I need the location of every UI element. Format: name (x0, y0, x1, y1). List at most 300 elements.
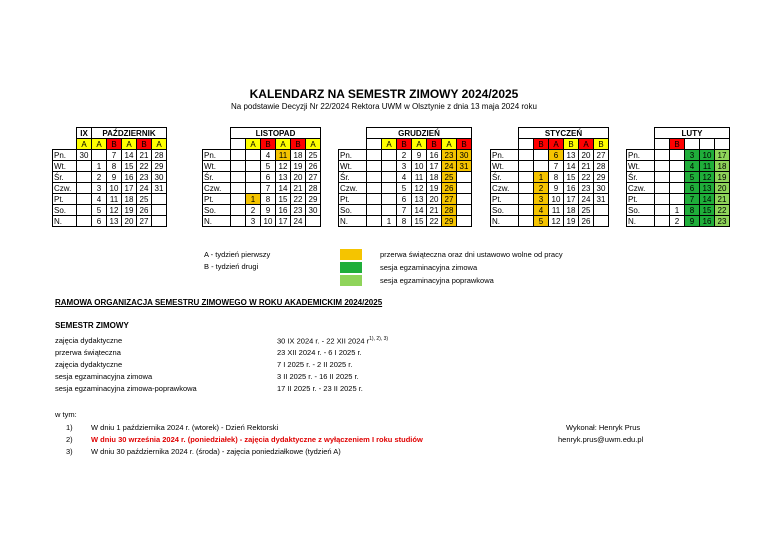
semester-heading: SEMESTR ZIMOWY (55, 321, 129, 330)
day-cell: 3 (92, 183, 107, 194)
day-cell: 15 (122, 161, 137, 172)
weekday-label: So. (53, 205, 77, 216)
day-cell: 21 (291, 183, 306, 194)
day-cell: 4 (685, 161, 700, 172)
weekday-label: Wt. (203, 161, 231, 172)
day-cell: 5 (261, 161, 276, 172)
day-cell: 25 (306, 150, 321, 161)
day-cell: 21 (427, 205, 442, 216)
day-cell (152, 194, 167, 205)
calendar-4 (626, 127, 730, 227)
week-marker: B (137, 139, 152, 150)
day-cell: 20 (122, 216, 137, 227)
day-cell: 31 (152, 183, 167, 194)
weekday-label: Śr. (53, 172, 77, 183)
day-cell (367, 172, 382, 183)
day-cell: 9 (261, 205, 276, 216)
day-cell: 26 (306, 161, 321, 172)
day-cell (670, 161, 685, 172)
day-cell: 19 (564, 216, 579, 227)
day-cell: 28 (152, 150, 167, 161)
legend-exam-label: sesja egzaminacyjna zimowa (380, 263, 478, 272)
day-cell: 30 (306, 205, 321, 216)
week-marker: B (107, 139, 122, 150)
day-cell (77, 194, 92, 205)
day-cell: 20 (715, 183, 730, 194)
day-cell: 9 (412, 150, 427, 161)
week-marker: B (291, 139, 306, 150)
week-marker (700, 139, 715, 150)
day-cell (670, 194, 685, 205)
week-marker: A (549, 139, 564, 150)
day-cell (231, 183, 246, 194)
day-cell: 6 (261, 172, 276, 183)
day-cell: 18 (291, 150, 306, 161)
day-cell: 21 (715, 194, 730, 205)
framework-row-value (277, 336, 388, 346)
day-cell: 15 (276, 194, 291, 205)
framework-row-dates: 7 I 2025 r. - 2 II 2025 r. (277, 360, 353, 369)
weekday-label: N. (203, 216, 231, 227)
day-cell (519, 194, 534, 205)
week-marker: A (152, 139, 167, 150)
day-cell: 9 (107, 172, 122, 183)
day-cell: 19 (291, 161, 306, 172)
week-marker: A (306, 139, 321, 150)
day-cell: 5 (397, 183, 412, 194)
day-cell (77, 172, 92, 183)
day-cell: 22 (291, 194, 306, 205)
day-cell: 19 (715, 172, 730, 183)
calendar-1 (202, 127, 321, 227)
day-cell: 28 (306, 183, 321, 194)
author-label: Wykonał: Henryk Prus (566, 423, 641, 432)
day-cell (655, 150, 670, 161)
day-cell: 18 (427, 172, 442, 183)
day-cell (457, 183, 472, 194)
day-cell: 14 (700, 194, 715, 205)
day-cell: 12 (412, 183, 427, 194)
day-cell: 10 (107, 183, 122, 194)
week-marker: B (457, 139, 472, 150)
day-cell: 1 (382, 216, 397, 227)
page-subtitle: Na podstawie Decyzji Nr 22/2024 Rektora UWM w Olsztynie z dnia 13 maja 2024 roku (231, 102, 537, 111)
day-cell: 4 (261, 150, 276, 161)
weekday-label: N. (53, 216, 77, 227)
framework-row-label: przerwa świąteczna (55, 348, 121, 357)
day-cell: 24 (137, 183, 152, 194)
day-cell: 3 (534, 194, 549, 205)
day-cell: 6 (92, 216, 107, 227)
day-cell: 17 (564, 194, 579, 205)
day-cell (519, 161, 534, 172)
day-cell: 13 (276, 172, 291, 183)
day-cell: 16 (564, 183, 579, 194)
day-cell: 19 (122, 205, 137, 216)
framework-row-value (277, 384, 363, 393)
weekday-label: So. (627, 205, 655, 216)
note-number: 3) (66, 447, 73, 456)
legend-exam-swatch (340, 262, 362, 273)
day-cell: 2 (534, 183, 549, 194)
day-cell (382, 172, 397, 183)
legend-retake-swatch (340, 275, 362, 286)
day-cell: 21 (137, 150, 152, 161)
day-cell: 26 (579, 216, 594, 227)
note-text: W dniu 30 października 2024 r. (środa) - zajęcia poniedziałkowe (tydzień A) (91, 447, 341, 456)
week-marker: A (122, 139, 137, 150)
legend-holiday-swatch (340, 249, 362, 260)
day-cell (231, 205, 246, 216)
calendar-2 (338, 127, 472, 227)
month-name: STYCZEŃ (519, 128, 609, 139)
day-cell: 3 (685, 150, 700, 161)
weekday-label: Śr. (203, 172, 231, 183)
notes-intro: w tym: (55, 410, 77, 419)
day-cell: 22 (579, 172, 594, 183)
day-cell (246, 161, 261, 172)
day-cell: 22 (137, 161, 152, 172)
week-marker: B (670, 139, 685, 150)
weekday-label: Wt. (339, 161, 367, 172)
day-cell (92, 150, 107, 161)
framework-row-dates: 30 IX 2024 r. - 22 XII 2024 r (277, 336, 370, 346)
day-cell: 1 (92, 161, 107, 172)
day-cell: 29 (152, 161, 167, 172)
day-cell: 3 (246, 216, 261, 227)
note-number: 2) (66, 435, 73, 444)
day-cell: 1 (670, 205, 685, 216)
day-cell: 16 (276, 205, 291, 216)
day-cell: 23 (579, 183, 594, 194)
day-cell (367, 150, 382, 161)
day-cell: 18 (122, 194, 137, 205)
day-cell: 23 (137, 172, 152, 183)
weekday-label: Śr. (339, 172, 367, 183)
day-cell: 7 (549, 161, 564, 172)
weekday-label: Śr. (627, 172, 655, 183)
day-cell: 3 (397, 161, 412, 172)
day-cell (457, 172, 472, 183)
day-cell: 31 (457, 161, 472, 172)
author-email: henryk.prus@uwm.edu.pl (558, 435, 644, 444)
day-cell: 6 (397, 194, 412, 205)
day-cell: 11 (276, 150, 291, 161)
month-name: GRUDZIEŃ (367, 128, 472, 139)
day-cell (382, 183, 397, 194)
day-cell: 15 (700, 205, 715, 216)
day-cell (231, 216, 246, 227)
weekday-label: Pn. (53, 150, 77, 161)
day-cell: 24 (442, 161, 457, 172)
footnote-refs: 1), 2), 3) (369, 336, 389, 342)
day-cell (231, 150, 246, 161)
day-cell: 4 (397, 172, 412, 183)
day-cell (77, 161, 92, 172)
day-cell (519, 150, 534, 161)
week-marker (367, 139, 382, 150)
day-cell (670, 183, 685, 194)
day-cell: 17 (715, 150, 730, 161)
day-cell (246, 183, 261, 194)
weekday-label: Pt. (339, 194, 367, 205)
day-cell: 15 (564, 172, 579, 183)
weekday-label: So. (339, 205, 367, 216)
day-cell: 4 (92, 194, 107, 205)
day-cell: 11 (549, 205, 564, 216)
weekday-label: Pn. (491, 150, 519, 161)
weekday-label: Pt. (627, 194, 655, 205)
day-cell (367, 161, 382, 172)
day-cell (534, 150, 549, 161)
framework-row-value (277, 360, 352, 369)
day-cell: 24 (291, 216, 306, 227)
day-cell: 1 (246, 194, 261, 205)
day-cell: 6 (685, 183, 700, 194)
day-cell: 10 (700, 150, 715, 161)
day-cell (457, 205, 472, 216)
weekday-label: Śr. (491, 172, 519, 183)
day-cell: 13 (564, 150, 579, 161)
framework-heading: RAMOWA ORGANIZACJA SEMESTRU ZIMOWEGO W ROKU AKADEMICKIM 2024/2025 (55, 298, 383, 307)
day-cell (152, 205, 167, 216)
day-cell: 8 (107, 161, 122, 172)
day-cell: 17 (122, 183, 137, 194)
week-marker (231, 139, 246, 150)
weekday-label: N. (491, 216, 519, 227)
week-marker (715, 139, 730, 150)
weekday-label: Czw. (339, 183, 367, 194)
weekday-label: Wt. (491, 161, 519, 172)
day-cell: 19 (427, 183, 442, 194)
day-cell: 12 (276, 161, 291, 172)
day-cell: 6 (549, 150, 564, 161)
day-cell: 14 (412, 205, 427, 216)
day-cell (594, 216, 609, 227)
day-cell: 23 (442, 150, 457, 161)
week-marker: B (594, 139, 609, 150)
weekday-label: Czw. (53, 183, 77, 194)
month-name: LUTY (655, 128, 730, 139)
day-cell (519, 172, 534, 183)
framework-row-label: sesja egzaminacyjna zimowa (55, 372, 153, 381)
day-cell: 12 (107, 205, 122, 216)
day-cell: 13 (700, 183, 715, 194)
day-cell: 5 (92, 205, 107, 216)
day-cell (246, 150, 261, 161)
day-cell (655, 183, 670, 194)
week-marker: B (564, 139, 579, 150)
day-cell (594, 205, 609, 216)
day-cell: 16 (700, 216, 715, 227)
day-cell: 11 (700, 161, 715, 172)
legend-week-b: B - tydzień drugi (204, 262, 259, 271)
weekday-label: N. (627, 216, 655, 227)
day-cell: 27 (442, 194, 457, 205)
weekday-label: Pt. (53, 194, 77, 205)
week-marker: B (534, 139, 549, 150)
day-cell: 8 (261, 194, 276, 205)
day-cell: 11 (412, 172, 427, 183)
day-cell: 25 (137, 194, 152, 205)
week-marker (655, 139, 670, 150)
day-cell: 7 (685, 194, 700, 205)
day-cell (382, 150, 397, 161)
week-marker: B (427, 139, 442, 150)
legend-retake-label: sesja egzaminacyjna poprawkowa (380, 276, 494, 285)
month-name: PAŹDZIERNIK (92, 128, 167, 139)
day-cell: 5 (534, 216, 549, 227)
weekday-label: Pn. (203, 150, 231, 161)
calendar-0 (52, 127, 167, 227)
day-cell: 7 (261, 183, 276, 194)
week-marker: A (442, 139, 457, 150)
day-cell: 21 (579, 161, 594, 172)
calendar-3 (490, 127, 609, 227)
day-cell: 27 (594, 150, 609, 161)
day-cell: 7 (107, 150, 122, 161)
week-marker: A (412, 139, 427, 150)
day-cell (519, 205, 534, 216)
day-cell: 10 (261, 216, 276, 227)
week-marker: A (382, 139, 397, 150)
weekday-label: Pn. (339, 150, 367, 161)
legend-holiday-label: przerwa świąteczna oraz dni ustawowo wolne od pracy (380, 250, 563, 259)
day-cell: 31 (594, 194, 609, 205)
day-cell (457, 194, 472, 205)
day-cell (231, 161, 246, 172)
day-cell: 30 (77, 150, 92, 161)
framework-row-label: zajęcia dydaktyczne (55, 360, 123, 369)
day-cell: 17 (276, 216, 291, 227)
note-number: 1) (66, 423, 73, 432)
week-marker (685, 139, 700, 150)
day-cell (670, 172, 685, 183)
framework-row-dates: 23 XII 2024 r. - 6 I 2025 r. (277, 348, 362, 357)
framework-row-value (277, 348, 362, 357)
day-cell: 30 (152, 172, 167, 183)
day-cell: 23 (715, 216, 730, 227)
day-cell: 12 (700, 172, 715, 183)
weekday-label: Wt. (53, 161, 77, 172)
day-cell: 2 (670, 216, 685, 227)
day-cell: 22 (715, 205, 730, 216)
framework-row-dates: 17 II 2025 r. - 23 II 2025 r. (277, 384, 363, 393)
weekday-label: Pt. (203, 194, 231, 205)
day-cell: 20 (291, 172, 306, 183)
day-cell (367, 183, 382, 194)
week-marker: B (261, 139, 276, 150)
weekday-label: Pt. (491, 194, 519, 205)
day-cell: 20 (427, 194, 442, 205)
day-cell (519, 216, 534, 227)
day-cell: 26 (137, 205, 152, 216)
day-cell (77, 205, 92, 216)
day-cell: 30 (594, 183, 609, 194)
day-cell: 29 (306, 194, 321, 205)
week-marker: A (246, 139, 261, 150)
weekday-label: So. (203, 205, 231, 216)
day-cell: 18 (715, 161, 730, 172)
day-cell: 24 (579, 194, 594, 205)
day-cell: 25 (442, 172, 457, 183)
week-marker: A (276, 139, 291, 150)
day-cell: 1 (534, 172, 549, 183)
day-cell (655, 194, 670, 205)
weekday-label: Czw. (491, 183, 519, 194)
day-cell: 25 (579, 205, 594, 216)
day-cell: 7 (397, 205, 412, 216)
day-cell (534, 161, 549, 172)
page-title: KALENDARZ NA SEMESTR ZIMOWY 2024/2025 (249, 87, 519, 101)
weekday-label: Czw. (627, 183, 655, 194)
day-cell: 2 (397, 150, 412, 161)
day-cell: 22 (427, 216, 442, 227)
day-cell (670, 150, 685, 161)
day-cell (367, 194, 382, 205)
legend-week-a: A - tydzień pierwszy (204, 250, 271, 259)
day-cell (367, 205, 382, 216)
day-cell: 9 (685, 216, 700, 227)
day-cell: 18 (564, 205, 579, 216)
day-cell: 26 (442, 183, 457, 194)
weekday-label: So. (491, 205, 519, 216)
day-cell: 8 (685, 205, 700, 216)
day-cell: 10 (412, 161, 427, 172)
day-cell: 9 (549, 183, 564, 194)
day-cell: 8 (397, 216, 412, 227)
day-cell: 2 (246, 205, 261, 216)
framework-row-value (277, 372, 359, 381)
day-cell (231, 194, 246, 205)
framework-row-label: zajęcia dydaktyczne (55, 336, 123, 345)
weekday-label: Pn. (627, 150, 655, 161)
framework-row-dates: 3 II 2025 r. - 16 II 2025 r. (277, 372, 359, 381)
day-cell: 14 (564, 161, 579, 172)
day-cell: 23 (291, 205, 306, 216)
day-cell: 15 (412, 216, 427, 227)
week-marker (519, 139, 534, 150)
day-cell: 2 (92, 172, 107, 183)
day-cell: 4 (534, 205, 549, 216)
week-marker: A (579, 139, 594, 150)
day-cell (382, 205, 397, 216)
day-cell: 28 (594, 161, 609, 172)
day-cell (519, 183, 534, 194)
day-cell: 13 (107, 216, 122, 227)
day-cell (367, 216, 382, 227)
month-roman: IX (77, 128, 92, 139)
day-cell: 17 (427, 161, 442, 172)
day-cell (231, 172, 246, 183)
day-cell: 10 (549, 194, 564, 205)
day-cell: 14 (122, 150, 137, 161)
day-cell: 29 (594, 172, 609, 183)
day-cell: 14 (276, 183, 291, 194)
day-cell: 16 (427, 150, 442, 161)
day-cell: 16 (122, 172, 137, 183)
weekday-label: Czw. (203, 183, 231, 194)
day-cell: 5 (685, 172, 700, 183)
day-cell (655, 172, 670, 183)
day-cell (457, 216, 472, 227)
day-cell: 29 (442, 216, 457, 227)
day-cell (382, 194, 397, 205)
day-cell (382, 161, 397, 172)
framework-row-label: sesja egzaminacyjna zimowa-poprawkowa (55, 384, 197, 393)
day-cell (655, 205, 670, 216)
day-cell: 13 (412, 194, 427, 205)
